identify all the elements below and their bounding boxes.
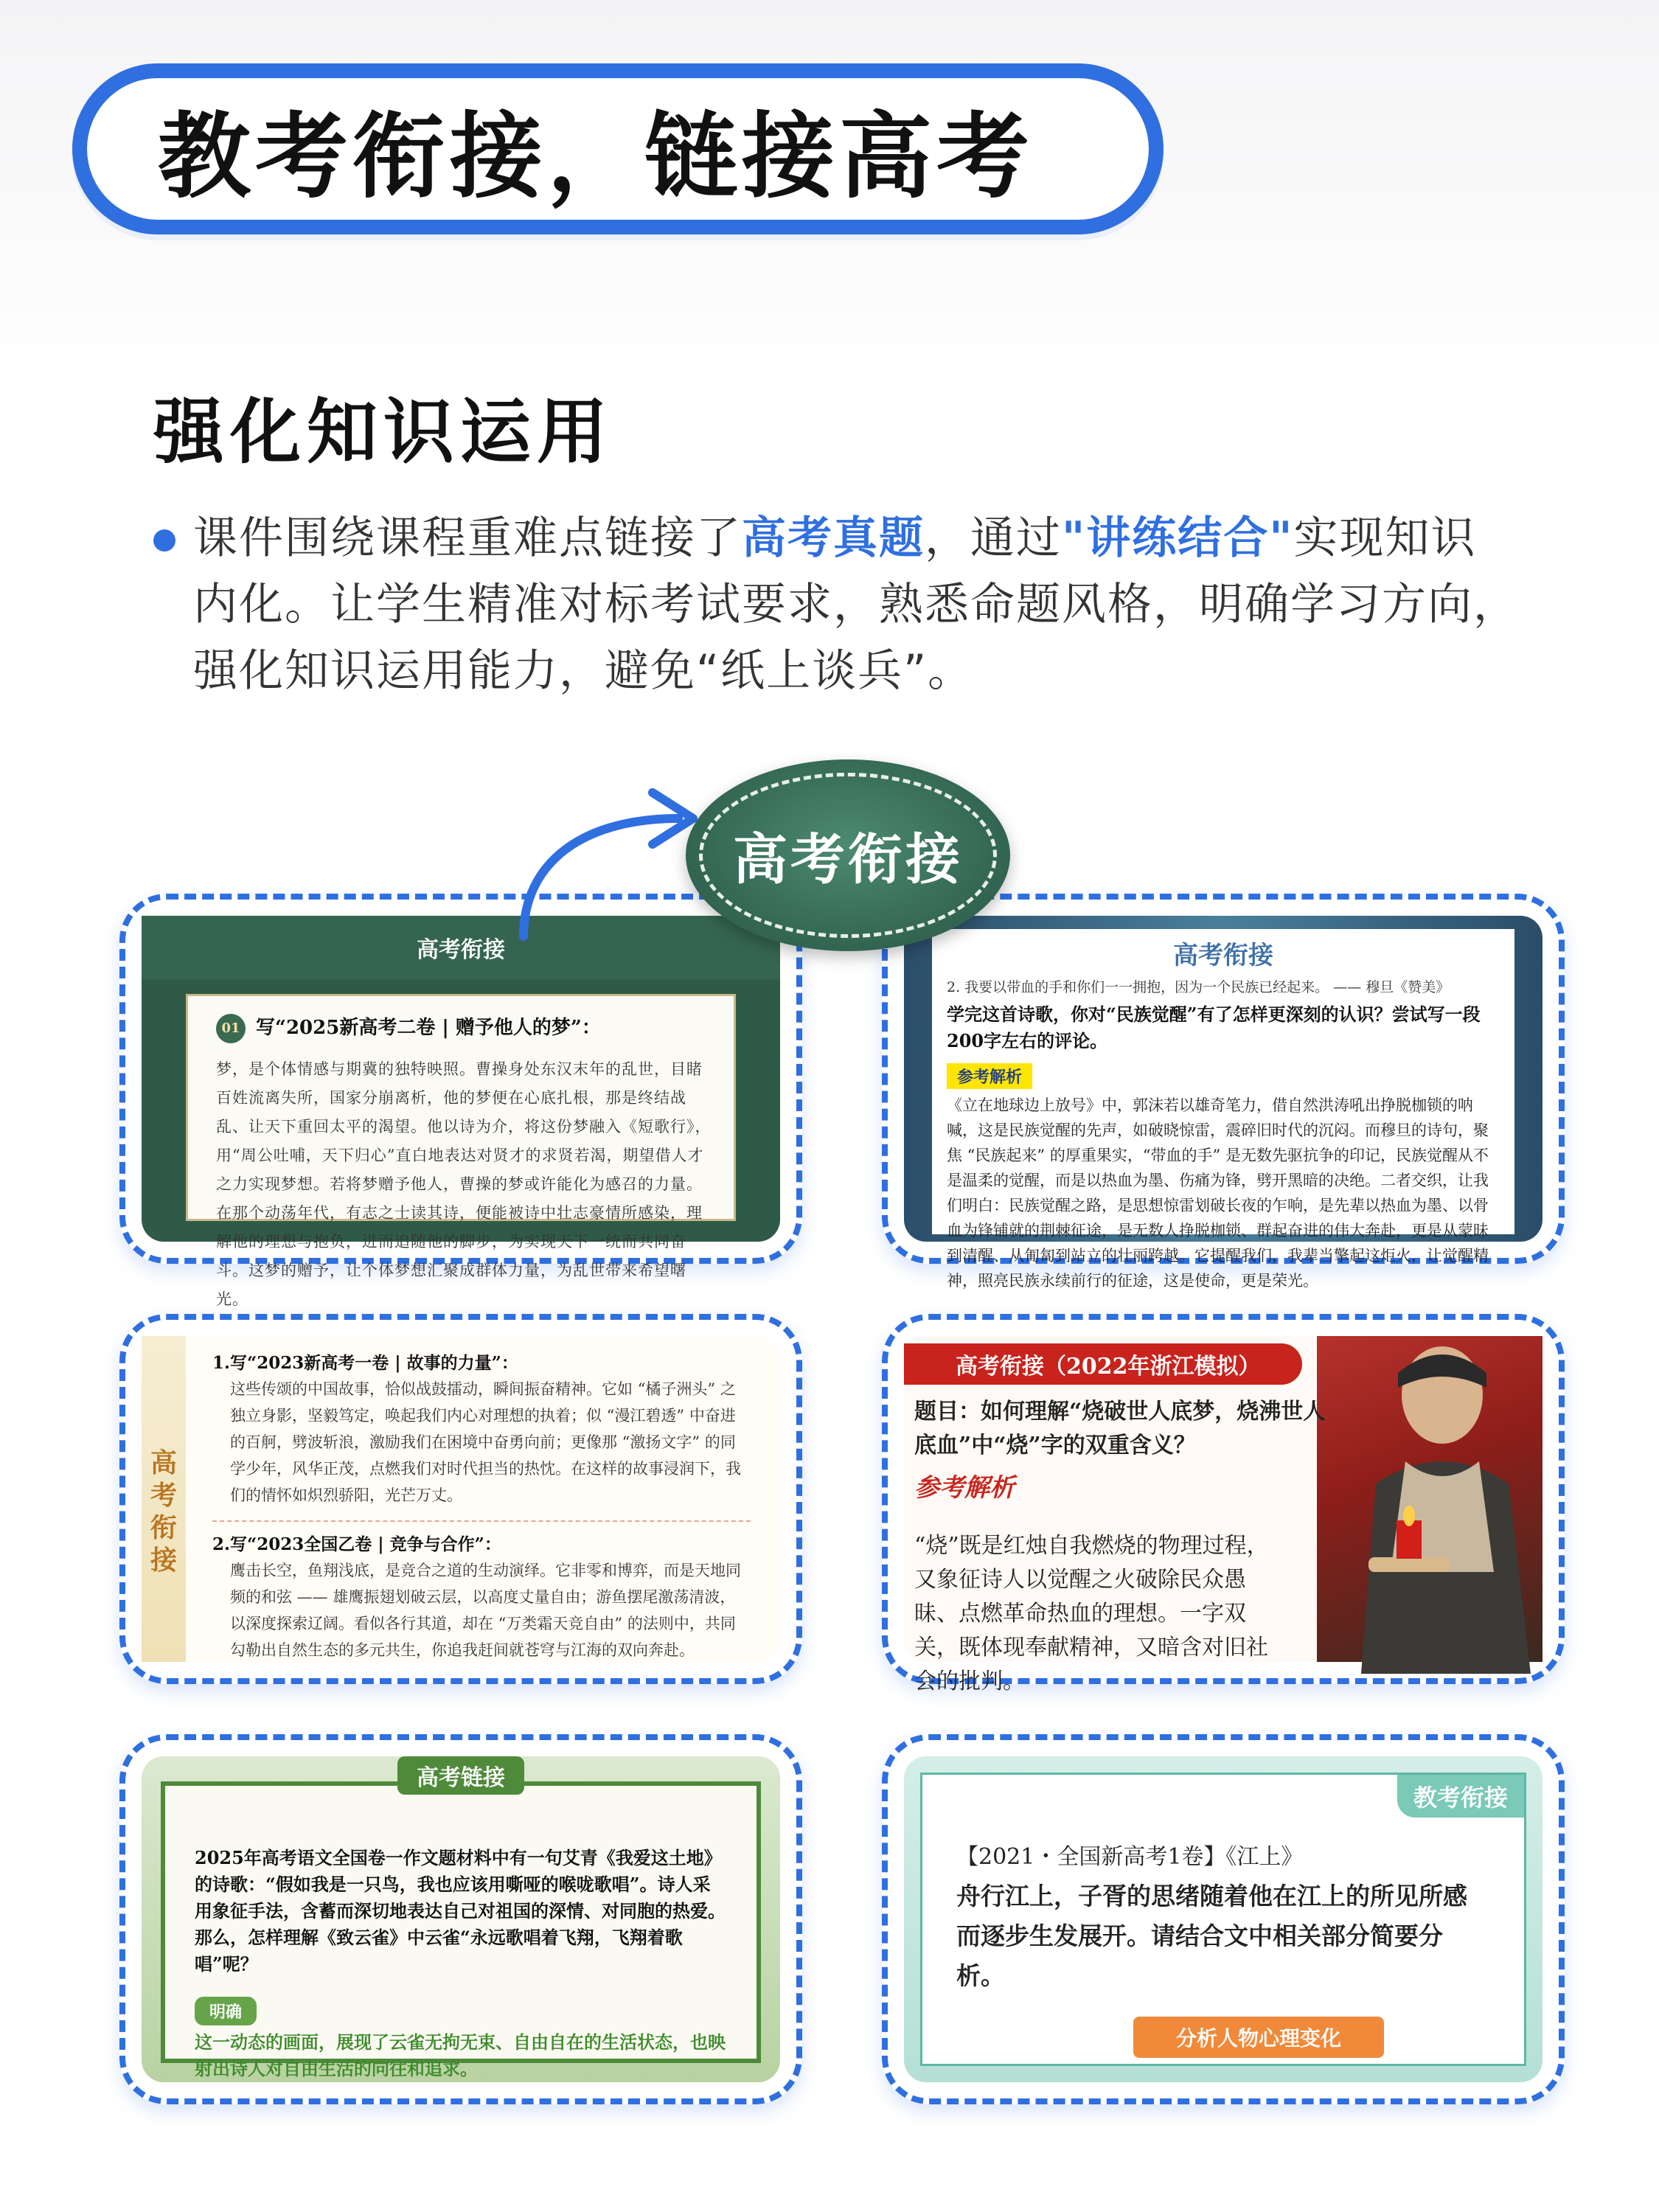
paper-panel [932, 929, 1514, 1290]
divider [212, 1520, 751, 1522]
poet-photo [1317, 1336, 1543, 1662]
card-slide [904, 1756, 1543, 2082]
answer-tag: 明确 [195, 1997, 257, 2025]
source: 【2021・全国新高考1卷】《江上》 [956, 1844, 1304, 1870]
question-text: 写“2025新高考二卷 | 赠予他人的梦”： [256, 1017, 601, 1039]
paper-panel [186, 994, 736, 1308]
desc-highlight: 高考真题 [742, 512, 925, 564]
card-2023-exam [119, 1314, 802, 1684]
card-2025-poem [119, 1734, 802, 2104]
section-title: 强化知识运用 [153, 391, 613, 473]
card-slide [904, 916, 1543, 1290]
paper-panel [161, 1781, 761, 2079]
person-illustration-icon [1317, 1336, 1560, 1674]
bullet-dot-icon [153, 529, 175, 552]
card-slide [142, 1336, 780, 1662]
card-slide [904, 1336, 1543, 1694]
question-1: 1.写“2023新高考一卷 | 故事的力量”： [212, 1353, 518, 1373]
card-2021-exam [882, 1734, 1565, 2104]
card-zhejiang-mock [882, 1314, 1565, 1694]
question: 2025年高考语文全国卷一作文题材料中有一句艾青《我爱这土地》的诗歌：“假如我是一只鸟，我也应该用嘶哑的喉咙歌唱”。诗人采用象征手法，含蓄而深切地表达自己对祖国的深情、对同胞的热爱。那么，怎样理解《致云雀》中云雀“永远歌唱着飞翔，飞翔着歌唱”呢？ [195, 1847, 726, 1975]
side-label: 高考衔接 [150, 1447, 178, 1576]
badge-label: 高考衔接 [733, 828, 963, 891]
title-pill [72, 63, 1164, 234]
answer-body: 梦，是个体情感与期冀的独特映照。曹操身处东汉末年的乱世，目睹百姓流离失所，国家分崩离析，他的梦便在心底扎根，那是终结战乱、让天下重回太平的渴望。他以诗为介，将这份梦融入《短歌行》，用“周公吐哺，天下归心”直白地表达对贤才的求贤若渴，期望借人才之力实现梦想。若将梦赠予他人，曹操的梦或许能化为感召的力量。在那个动荡年代，有志之士读其诗，便能被诗中壮志豪情所感染，理解他的理想与抱负，进而追随他的脚步，为实现天下一统而共同奋斗。这梦的赠予，让个体梦想汇聚成群体力量，为乱世带来希望曙光。 [216, 1060, 712, 1308]
card-header: 高考衔接 [142, 916, 780, 979]
question: 学完这首诗歌，你对“民族觉醒”有了怎样更深刻的认识？尝试写一段200字左右的评论。 [947, 1004, 1481, 1051]
answer-body: 这一动态的画面，展现了云雀无拘无束、自由自在的生活状态，也映射出诗人对自由生活的向往和追求。 [195, 2031, 726, 2079]
desc-text: 课件围绕课程重难点链接了 [193, 512, 742, 564]
banner: 高考衔接（2022年浙江模拟） [904, 1343, 1302, 1385]
answer-2: 鹰击长空，鱼翔浅底，是竞合之道的生动演绎。它非零和博弈，而是天地同频的和弦 —— 雄鹰振翅划破云层，以高度丈量自由；游鱼摆尾激荡清波，以深度探索辽阔。看似各行其道，却在 “万类霜天竞自由” 的法则中，共同勾勒出自然生态的多元共生，你追我赶间就苍穹与江海的双向奔赴。 [230, 1562, 741, 1659]
arrow-icon [494, 774, 715, 944]
paper-panel [920, 1773, 1526, 2066]
question: 题目：如何理解“烧破世人底梦，烧沸世人底血”中“烧”字的双重含义？ [914, 1399, 1326, 1458]
desc-text: 实现知识内化。让学生精准对标考试要求，熟悉命题风格，明确学习方向，强化知识运用能力，避免“纸上谈兵”。 [193, 512, 1519, 697]
page-title: 教考衔接，链接高考 [158, 102, 1034, 211]
answer-1: 这些传颂的中国故事，恰似战鼓擂动，瞬间振奋精神。它如 “橘子洲头” 之独立身影，坚毅笃定，唤起我们内心对理想的执着；似 “漫江碧透” 中奋进的百舸，劈波斩浪，激励我们在困境中奋勇向前；更像那 “激扬文字” 的同学少年，风华正茂，点燃我们对时代担当的热忱。在这样的故事浸润下，我们的情怀如炽烈骄阳，光芒万丈。 [230, 1380, 741, 1504]
card-slide [142, 1756, 780, 2082]
exam-link-badge [686, 759, 1010, 951]
answer-tag: 参考解析 [947, 1063, 1032, 1089]
desc-text: ，通过 [925, 512, 1062, 564]
answer-body: “烧”既是红烛自我燃烧的物理过程，又象征诗人以觉醒之火破除民众愚昧、点燃革命热血的理想。一字双关，既体现奉献精神，又暗含对旧社会的批判。 [914, 1533, 1269, 1694]
quote: 2. 我要以带血的手和你们一一拥抱，因为一个民族已经起来。 —— 穆旦《赞美》 [947, 979, 1450, 995]
side-strip [142, 1336, 186, 1662]
reference-label: 参考解析 [914, 1473, 1015, 1503]
question [216, 1012, 712, 1043]
card-slide [142, 916, 780, 1308]
question-2: 2.写“2023全国乙卷 | 竞争与合作”： [212, 1534, 501, 1554]
card-tag: 教考衔接 [1397, 1775, 1524, 1818]
answer-body: 《立在地球边上放号》中，郭沫若以雄奇笔力，借自然洪涛吼出挣脱枷锁的呐喊，这是民族觉醒的先声，如破晓惊雷，震碎旧时代的沉闷。而穆旦的诗句，聚焦 “民族起来” 的厚重果实，“带血的手” 是无数先驱抗争的印记，民族觉醒从不是温柔的觉醒，而是以热血为墨、伤痛为锋，劈开黑暗的决绝。二者交织，让我们明白：民族觉醒之路，是思想惊雷划破长夜的乍响，是先辈以热血为墨、以骨血为锋铺就的荆棘征途，是无数人挣脱枷锁、群起奋进的伟大奔赴，更是从蒙昧到清醒、从匍匐到站立的壮丽跨越。它提醒我们，我辈当擎起这炬火，让觉醒精神，照亮民族永续前行的征途，这是使命，更是荣光。 [947, 1096, 1489, 1290]
analyze-button[interactable]: 分析人物心理变化 [1133, 2017, 1384, 2058]
number-badge: 01 [216, 1014, 246, 1043]
section-description [193, 505, 1520, 704]
card-title: 高考衔接 [1173, 941, 1273, 970]
card-tab: 高考链接 [397, 1756, 524, 1795]
question: 舟行江上，子胥的思绪随着他在江上的所见所感而逐步生发展开。请结合文中相关部分简要分析。 [956, 1882, 1467, 1990]
desc-highlight: "讲练结合" [1062, 512, 1294, 564]
